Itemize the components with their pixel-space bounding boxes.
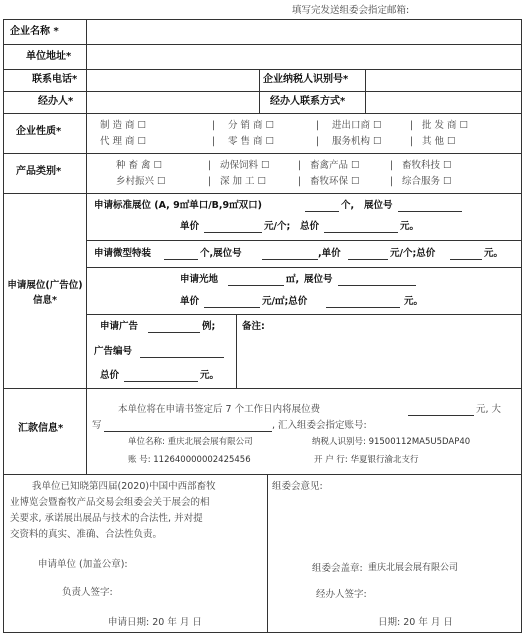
product-option[interactable]: 畜牧科技 ☐ [402,160,452,171]
separator: | [410,136,414,147]
payment-line1: 本单位将在申请书签定后 7 个工作日内将展位费 [118,404,321,415]
table-border-right [521,19,522,632]
company-type-label: 企业性质* [16,126,62,137]
table-border-top [3,19,522,20]
declaration-line: 交资料的真实、准确、合法性负责。 [10,529,163,540]
type-option[interactable]: 进出口商 ☐ [332,120,382,131]
micro-per-text: 元/个;总价 [390,248,436,259]
committee-stamp-label: 组委会盖章: [312,563,363,574]
declaration-line: 我单位已知晓第四届(2020)中国中西部畜牧 [32,481,216,492]
product-option[interactable]: 深 加 工 ☐ [220,176,267,187]
micro-total-field[interactable] [450,259,482,260]
micro-qty-field[interactable] [164,259,198,260]
applicant-stamp-label: 申请单位 (加盖公章): [38,559,128,570]
row-line [3,44,522,45]
standard-booth-label: 申请标准展位 (A, 9㎡单口/B,9㎡双口) [94,200,262,211]
payment-line2-start: 写 [92,420,102,431]
light-floor-label: 申请光地 [180,274,219,285]
payee-account: 账 号: 112640000002425456 [128,455,251,465]
micro-unit-text: 个,展位号 [200,248,242,259]
ad-qty-field[interactable] [148,332,200,333]
light-yuan-text: 元。 [404,296,424,307]
handler-contact-label: 经办人联系方式* [270,96,346,107]
table-border-left [3,19,4,632]
separator: | [298,176,302,187]
micro-booth-label: 申请微型特装 [94,248,152,259]
sqm-text: ㎡, [286,274,300,285]
ad-total-field[interactable] [124,381,198,382]
product-option[interactable]: 综合服务 ☐ [402,176,452,187]
separator: | [208,160,212,171]
booth-no-text: 展位号 [364,200,393,211]
separator: | [298,160,302,171]
row-line [3,388,522,389]
separator: | [316,120,320,131]
address-label: 单位地址* [26,51,72,62]
light-booth-no-field[interactable] [338,285,416,286]
committee-opinion-label: 组委会意见: [272,481,323,492]
light-booth-no-text: 展位号 [304,274,333,285]
type-option[interactable]: 服务机构 ☐ [332,136,382,147]
handler-sign-label: 经办人签字: [316,589,367,600]
product-category-label: 产品类别* [16,166,62,177]
payment-info-label: 汇款信息* [18,423,64,434]
yuan-text: 元。 [484,248,504,259]
ad-no-field[interactable] [140,357,224,358]
light-per-text: 元/㎡;总价 [262,296,308,307]
row-line [3,193,522,194]
committee-date-label: 日期: 20 年 月 日 [378,617,453,628]
booth-line [86,267,522,268]
yuan-text: 元。 [400,221,420,232]
separator: | [212,120,216,131]
unit-price-text: 单价 [180,221,200,232]
separator: | [390,160,394,171]
payee-taxid: 纳税人识别号: 91500112MA5U5DAP40 [312,437,471,447]
product-option[interactable]: 畜禽产品 ☐ [310,160,360,171]
mid-divider [365,69,366,113]
ad-apply-text: 申请广告 [100,321,139,332]
product-option[interactable]: 乡村振兴 ☐ [116,176,166,187]
type-option[interactable]: 分 销 商 ☐ [228,120,275,131]
ad-unit-text: 例; [202,321,216,332]
row-line [3,474,522,475]
payment-amount-field[interactable] [408,415,474,416]
row-line [3,113,522,114]
per-unit-text: 元/个; [264,221,291,232]
total-price-text: 总价 [300,221,320,232]
separator: | [410,120,414,131]
payment-line2-end: , 汇入组委会指定账号: [272,420,367,431]
type-option[interactable]: 代 理 商 ☐ [100,136,147,147]
payment-amount-words-field[interactable] [104,431,272,432]
booth-application-label: 申请展位(广告位)信息* [7,280,83,306]
standard-qty-field[interactable] [305,211,339,212]
type-option[interactable]: 零 售 商 ☐ [228,136,275,147]
total-price-field[interactable] [324,232,398,233]
bottom-divider [267,474,268,632]
payee-company: 单位名称: 重庆北展会展有限公司 [128,437,253,447]
light-price-field[interactable] [204,307,260,308]
light-area-field[interactable] [228,285,284,286]
micro-booth-no-field[interactable] [262,259,318,260]
row-line [3,69,522,70]
light-price-text: 单价 [180,296,200,307]
declaration-line: 业博览会暨畜牧产品交易会组委会关于展会的相 [10,497,210,508]
separator: | [212,136,216,147]
type-option[interactable]: 批 发 商 ☐ [422,120,469,131]
payee-bank: 开 户 行: 华夏银行渝北支行 [314,455,419,465]
separator: | [316,136,320,147]
ad-no-text: 广告编号 [94,346,133,357]
payment-line1-end: 元, 大 [476,404,502,415]
booth-line [86,240,522,241]
unit-price-field[interactable] [204,232,262,233]
label-divider [86,19,87,474]
type-option[interactable]: 其 他 ☐ [422,136,456,147]
product-option[interactable]: 畜牧环保 ☐ [310,176,360,187]
micro-price-field[interactable] [348,259,388,260]
booth-divider [236,314,237,388]
micro-price-text: ,单价 [318,248,341,259]
responsible-sign-label: 负责人签字: [62,587,113,598]
product-option[interactable]: 种 畜 禽 ☐ [116,160,163,171]
apply-date-label: 申请日期: 20 年 月 日 [108,617,202,628]
row-line [3,91,522,92]
unit-text: 个, [341,200,355,211]
company-name-label: 企业名称 * [10,26,59,37]
row-line [3,153,522,154]
ad-total-text: 总价 [100,370,120,381]
declaration-line: 关要求, 承诺展出展品与技术的合法性, 并对提 [10,513,203,524]
committee-name: 重庆北展会展有限公司 [368,563,459,573]
booth-no-field[interactable] [398,211,462,212]
header-note: 填写完发送组委会指定邮箱: [292,5,410,16]
handler-label: 经办人* [38,96,74,107]
mid-divider [259,69,260,113]
taxpayer-id-label: 企业纳税人识别号* [263,74,349,85]
product-option[interactable]: 动保饲料 ☐ [220,160,270,171]
ad-yuan-text: 元。 [200,370,220,381]
type-option[interactable]: 制 造 商 ☐ [100,120,147,131]
table-border-bottom [3,632,522,633]
separator: | [208,176,212,187]
remarks-label: 备注: [242,321,265,332]
separator: | [390,176,394,187]
light-total-field[interactable] [326,307,400,308]
phone-label: 联系电话* [32,74,78,85]
booth-line [86,314,522,315]
